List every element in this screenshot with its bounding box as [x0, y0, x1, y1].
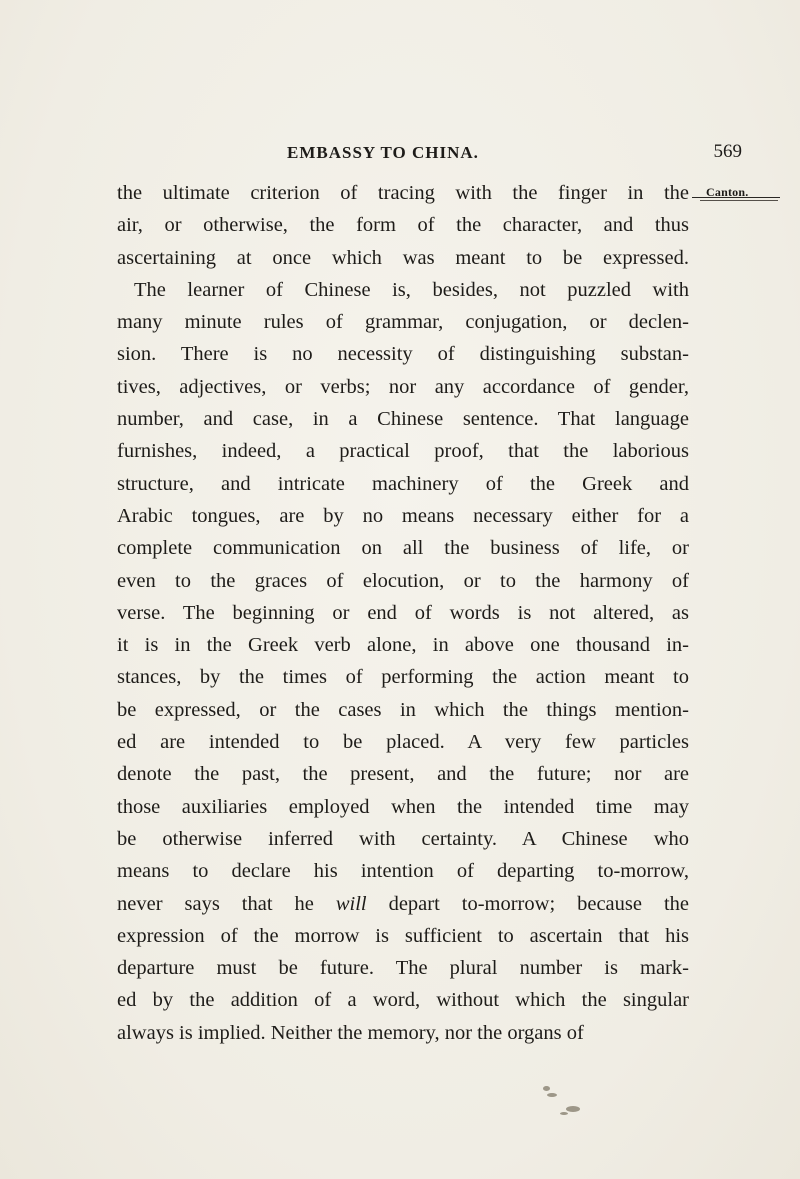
body-paragraph	[117, 177, 689, 1049]
margin-note: Canton.	[706, 185, 749, 199]
text-line: means to declare his intention of departing to-morrow,	[117, 860, 689, 883]
margin-rule-secondary	[700, 200, 778, 201]
ink-smudge	[543, 1086, 550, 1091]
text-line: departure must be future. The plural number is mark-	[117, 957, 689, 980]
text-line: be expressed, or the cases in which the things mention-	[117, 698, 689, 721]
running-head	[0, 143, 742, 165]
text-line: The learner of Chinese is, besides, not puzzled with	[134, 278, 689, 301]
text-line: complete communication on all the business of life, or	[117, 537, 689, 560]
text-line: denote the past, the present, and the future; nor are	[117, 763, 689, 786]
text-line: furnishes, indeed, a practical proof, that the laborious	[117, 440, 689, 463]
text-line: ed are intended to be placed. A very few particles	[117, 731, 689, 754]
text-line: air, or otherwise, the form of the character, and thus	[117, 214, 689, 237]
text-line: verse. The beginning or end of words is not altered, as	[117, 601, 689, 624]
text-line-with-emphasis	[117, 888, 689, 920]
text-line: many minute rules of grammar, conjugation, or declen-	[117, 311, 689, 334]
text-line: even to the graces of elocution, or to the harmony of	[117, 569, 689, 592]
text-line: sion. There is no necessity of distinguishing substan-	[117, 343, 689, 366]
text-line: those auxiliaries employed when the intended time may	[117, 795, 689, 818]
ink-smudge	[566, 1106, 580, 1112]
text-line: the ultimate criterion of tracing with the finger in the	[117, 182, 689, 204]
page-number: 569	[713, 141, 742, 162]
emphasized-word: will	[335, 892, 367, 915]
text-line: ascertaining at once which was meant to be expressed.	[117, 246, 689, 269]
ink-smudge	[547, 1093, 557, 1097]
text-line: Arabic tongues, are by no means necessary either for a	[117, 504, 689, 527]
text-line: number, and case, in a Chinese sentence. That language	[117, 408, 689, 431]
text-line: structure, and intricate machinery of the Greek and	[117, 472, 689, 495]
text-line: stances, by the times of performing the action meant to	[117, 666, 689, 689]
margin-rule	[692, 197, 780, 198]
text-line: expression of the morrow is sufficient to ascertain that his	[117, 924, 689, 947]
text-line: it is in the Greek verb alone, in above one thousand in-	[117, 634, 689, 657]
text-line: always is implied. Neither the memory, nor the organs of	[117, 1021, 584, 1044]
text-line: ed by the addition of a word, without which the singular	[117, 989, 689, 1012]
text-segment: never says that he	[117, 892, 336, 915]
text-line: be otherwise inferred with certainty. A Chinese who	[117, 827, 689, 850]
ink-smudge	[560, 1112, 568, 1115]
text-line: tives, adjectives, or verbs; nor any accordance of gender,	[117, 375, 689, 398]
running-title: EMBASSY TO CHINA.	[287, 143, 479, 162]
text-segment: depart to-morrow; because the	[366, 892, 690, 915]
